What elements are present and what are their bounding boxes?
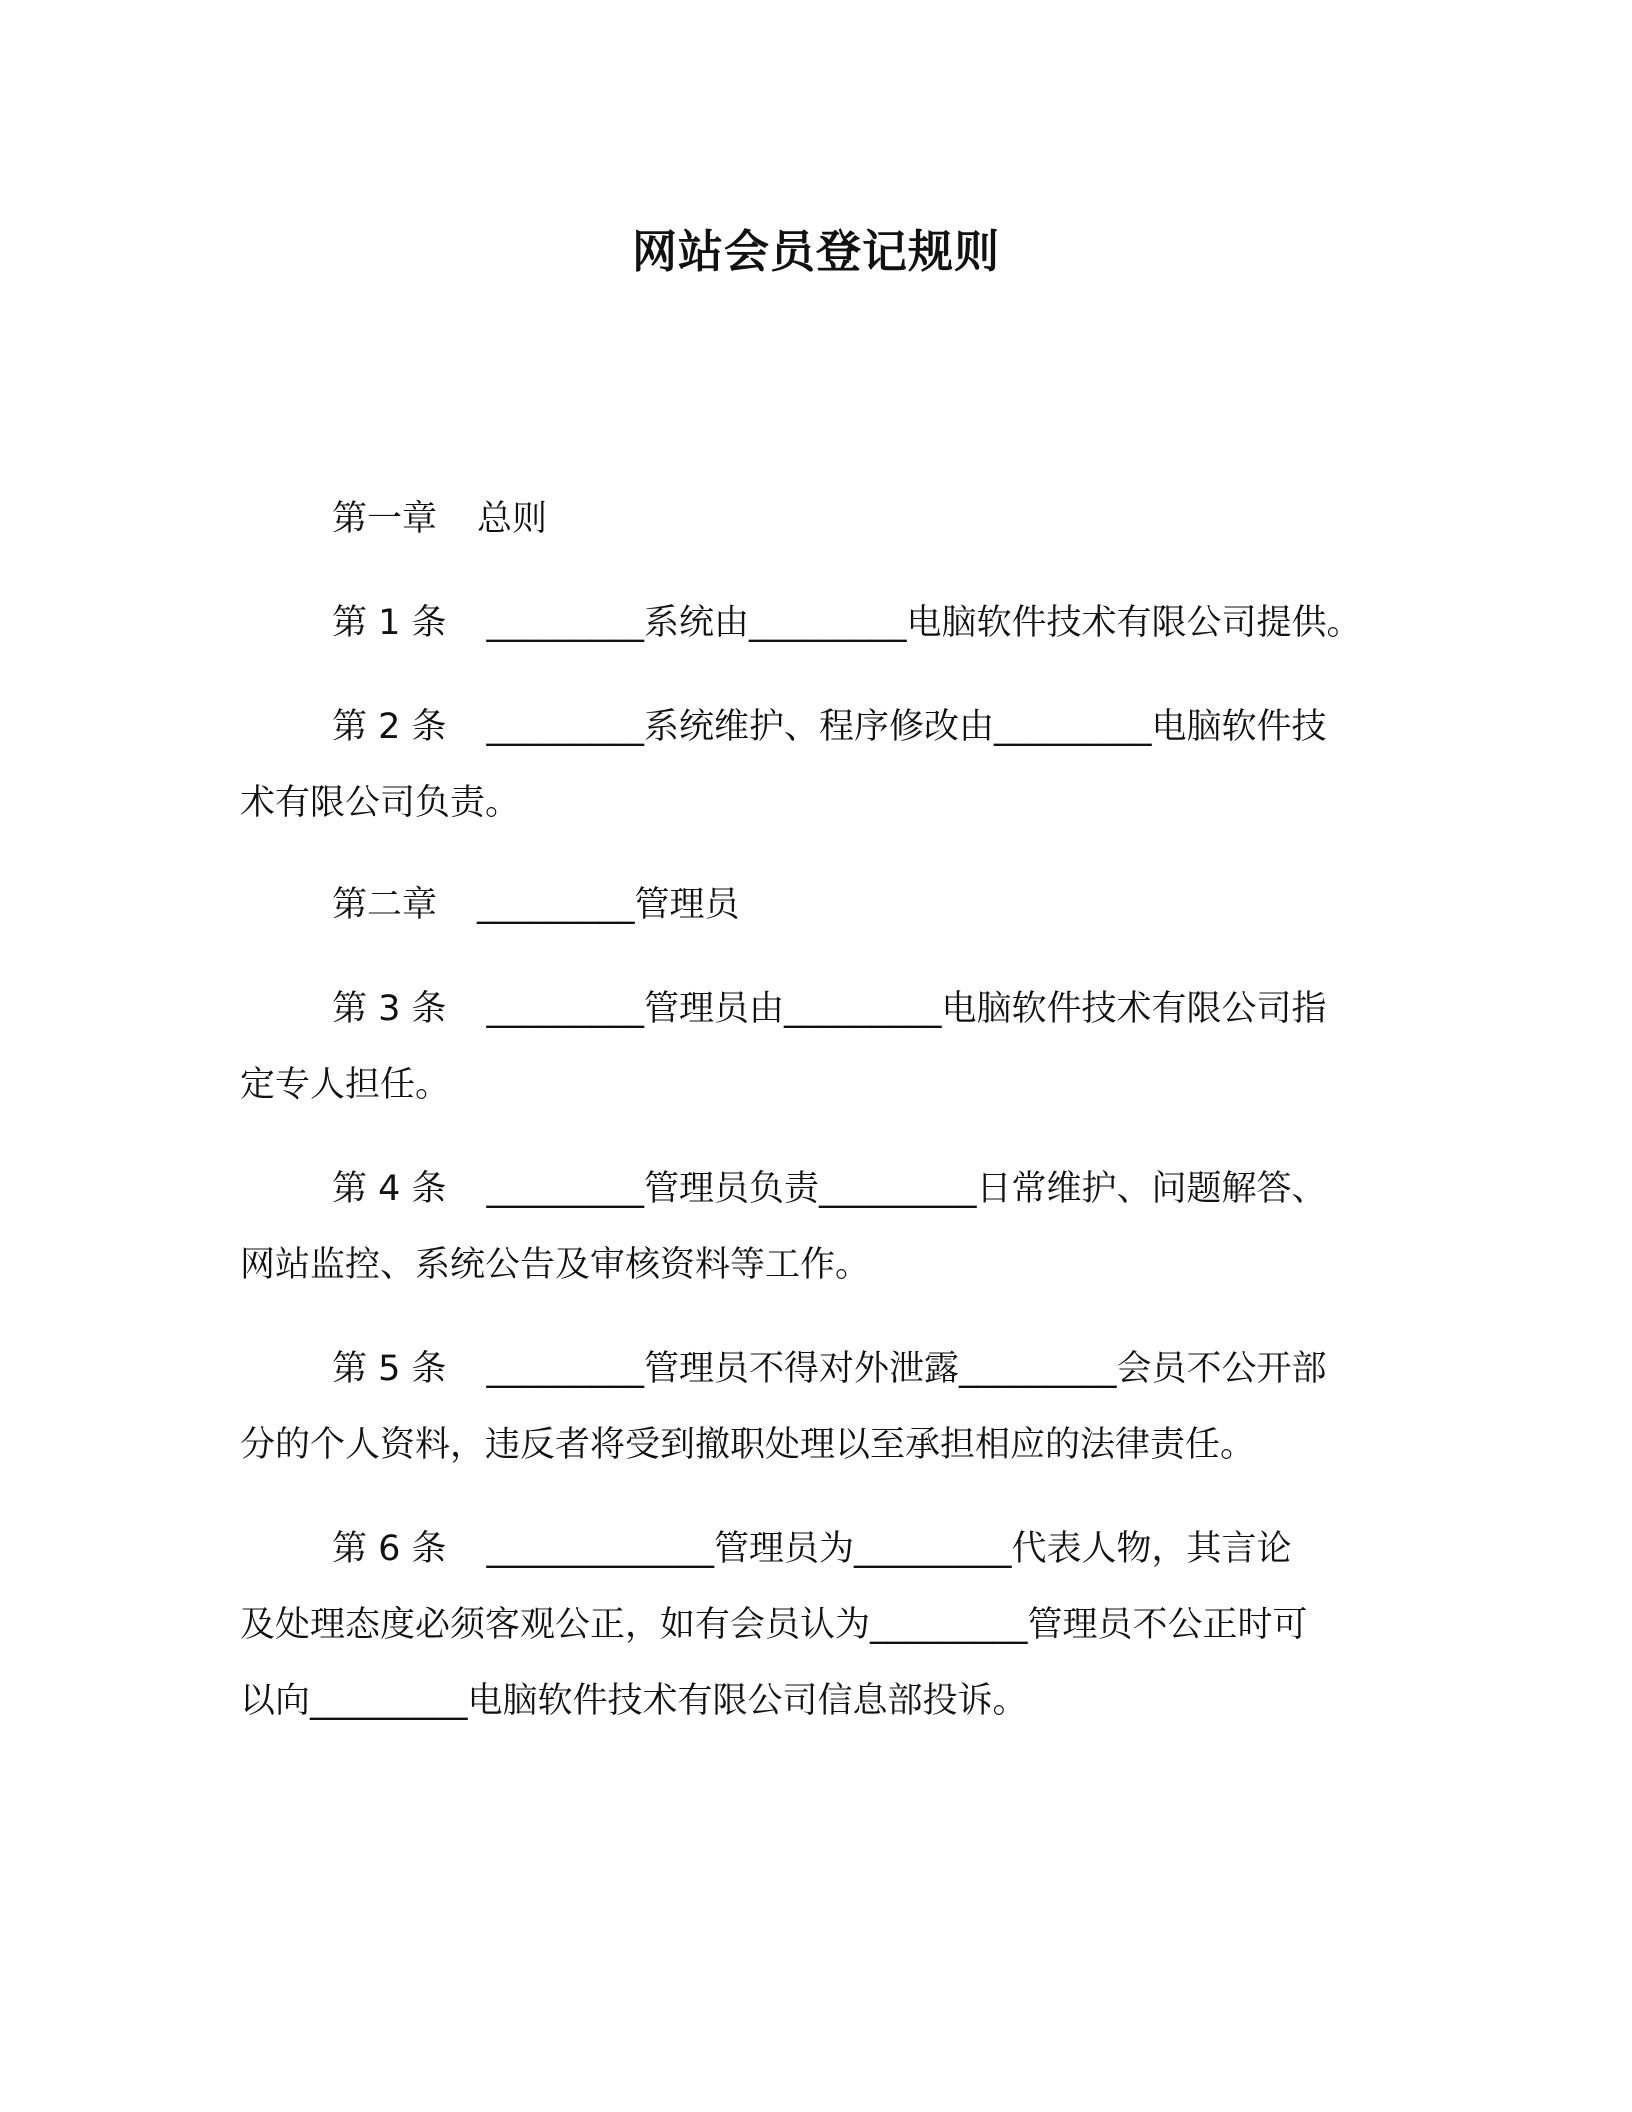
article-label: 第 5 条 [332, 1349, 447, 1389]
article-4-continuation: 网站监控、系统公告及审核资料等工作。 [240, 1245, 871, 1285]
chapter-2-heading [332, 880, 740, 930]
article-text: _________系统维护、程序修改由_________电脑软件技 [486, 707, 1327, 747]
article-6 [332, 1524, 1292, 1574]
article-5 [332, 1344, 1327, 1394]
chapter-label: 第一章 [332, 499, 438, 539]
article-label: 第 6 条 [332, 1529, 447, 1569]
chapter-title: _________管理员 [477, 885, 740, 925]
article-2-continuation: 术有限公司负责。 [240, 783, 521, 823]
article-text: _________管理员由_________电脑软件技术有限公司指 [486, 989, 1327, 1029]
article-text: _________管理员不得对外泄露_________会员不公开部 [486, 1349, 1327, 1389]
chapter-label: 第二章 [332, 885, 438, 925]
article-3-continuation: 定专人担任。 [240, 1065, 451, 1105]
article-2 [332, 702, 1327, 752]
document-title: 网站会员登记规则 [631, 225, 1000, 278]
article-3 [332, 984, 1327, 1034]
article-5-continuation: 分的个人资料，违反者将受到撤职处理以至承担相应的法律责任。 [240, 1425, 1256, 1465]
article-1 [332, 598, 1362, 648]
article-label: 第 2 条 [332, 707, 447, 747]
article-text: _________系统由_________电脑软件技术有限公司提供。 [486, 603, 1362, 643]
article-text: _____________管理员为_________代表人物，其言论 [486, 1529, 1292, 1569]
article-label: 第 3 条 [332, 989, 447, 1029]
article-label: 第 1 条 [332, 603, 447, 643]
article-label: 第 4 条 [332, 1169, 447, 1209]
chapter-1-heading [332, 494, 547, 544]
article-4 [332, 1164, 1327, 1214]
article-6-continuation-1: 及处理态度必须客观公正，如有会员认为_________管理员不公正时可 [240, 1605, 1308, 1645]
article-6-continuation-2: 以向_________电脑软件技术有限公司信息部投诉。 [240, 1681, 1028, 1721]
chapter-title: 总则 [477, 499, 548, 539]
article-text: _________管理员负责_________日常维护、问题解答、 [486, 1169, 1327, 1209]
